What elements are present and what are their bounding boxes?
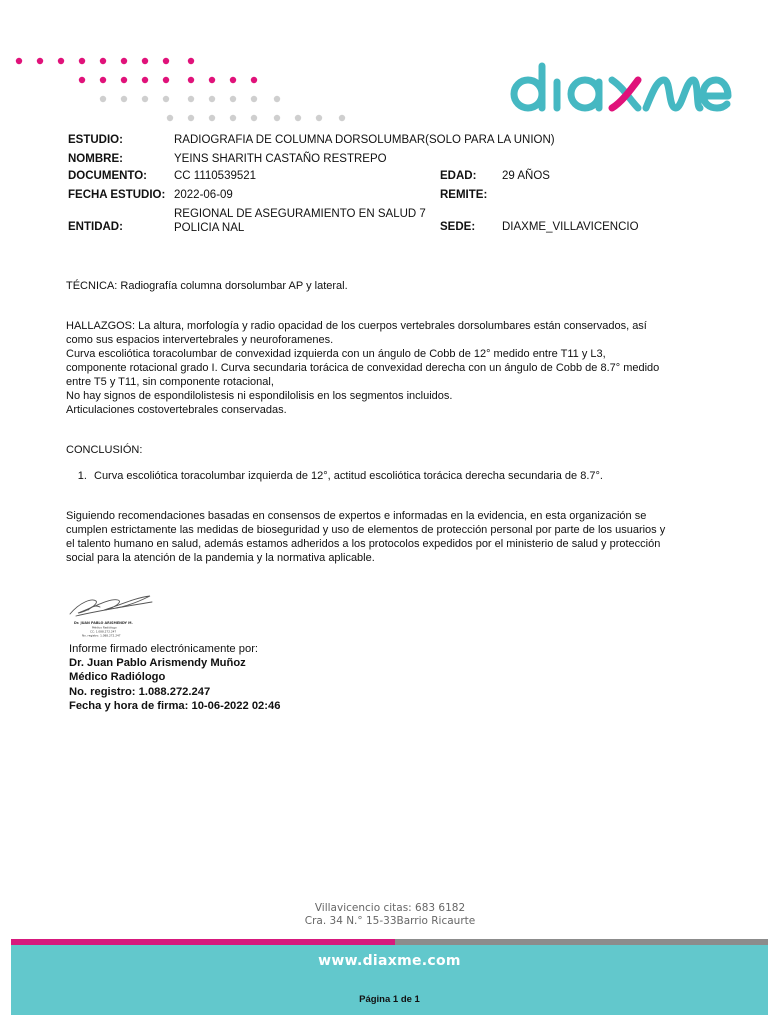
conclusion-list	[66, 470, 690, 482]
tecnica-section	[66, 279, 688, 293]
stamp-role: Médico Radiólogo	[92, 625, 117, 630]
signature-block	[69, 642, 280, 713]
entidad-value-line2: POLICIA NAL	[174, 222, 245, 234]
nombre-value: YEINS SHARITH CASTAÑO RESTREPO	[174, 153, 387, 165]
estudio-value: RADIOGRAFIA DE COLUMNA DORSOLUMBAR(SOLO PARA LA UNION)	[174, 134, 555, 146]
page-number: Página 1 de 1	[359, 994, 420, 1005]
diaxme-logo	[506, 58, 732, 118]
stamp-registro: No. registro: 1.088.272.247	[82, 633, 121, 638]
entidad-value-line1: REGIONAL DE ASEGURAMIENTO EN SALUD 7	[174, 208, 426, 220]
fecha-estudio-label: FECHA ESTUDIO:	[68, 189, 166, 201]
estudio-label: ESTUDIO:	[68, 134, 123, 146]
footer-city-phone: Villavicencio citas: 683 6182	[314, 902, 466, 914]
conclusion-item: 1. Curva escoliótica toracolumbar izquierda de 12°, actitud escoliótica torácica derecha secundaria de 8.7°.	[90, 470, 690, 482]
hallazgos-line: HALLAZGOS: La altura, morfología y radio opacidad de los cuerpos vertebrales dorsolumbares están conservados, así	[66, 320, 647, 332]
hallazgos-line: Curva escoliótica toracolumbar de convexidad izquierda con un ángulo de Cobb de 12° medido entre T11 y L3,	[66, 348, 606, 360]
hallazgos-line: No hay signos de espondilolistesis ni espondilolisis en los segmentos incluidos.	[66, 390, 453, 402]
documento-label: DOCUMENTO:	[68, 170, 148, 182]
decorative-dots	[0, 0, 380, 130]
stamp-name: Dr. JUAN PABLO ARISMENDY M.	[74, 621, 133, 625]
conclusion-heading: CONCLUSIÓN:	[66, 444, 143, 456]
handwritten-signature	[66, 592, 158, 640]
documento-value: CC 1110539521	[174, 170, 257, 182]
footer-street: Cra. 34 N.° 15-33Barrio Ricaurte	[304, 915, 476, 927]
stamp-cc: CC: 1.088.272.247	[90, 629, 117, 634]
website-link[interactable]: www.diaxme.com	[318, 953, 461, 969]
edad-label: EDAD:	[440, 170, 477, 182]
tecnica-text: TÉCNICA: Radiografía columna dorsolumbar AP y lateral.	[66, 280, 348, 292]
sede-label: SEDE:	[440, 221, 476, 233]
doctor-name: Dr. Juan Pablo Arismendy Muñoz	[69, 657, 246, 670]
policy-line: Siguiendo recomendaciones basadas en consensos de expertos e informadas en la evidencia, en esta organización se	[66, 510, 647, 522]
signature-datetime: Fecha y hora de firma: 10-06-2022 02:46	[69, 699, 281, 712]
hallazgos-section	[66, 319, 688, 417]
remite-label: REMITE:	[440, 189, 488, 201]
nombre-label: NOMBRE:	[68, 153, 123, 165]
signed-by-label: Informe firmado electrónicamente por:	[69, 643, 259, 655]
policy-section	[66, 509, 688, 565]
footer-band	[11, 945, 768, 1015]
policy-line: el talento humano en salud, además estamos adheridos a los protocolos expedidos por el ministerio de salud y protección	[66, 538, 661, 550]
hallazgos-line: como sus espacios intervertebrales y neuroforamenes.	[66, 334, 334, 346]
sede-value: DIAXME_VILLAVICENCIO	[502, 221, 639, 233]
entidad-label: ENTIDAD:	[68, 221, 123, 233]
hallazgos-line: componente rotacional grado I. Curva secundaria torácica de convexidad derecha con un ángulo de Cobb de 8.7° medido	[66, 362, 660, 374]
edad-value: 29 AÑOS	[502, 170, 550, 182]
hallazgos-line: Articulaciones costovertebrales conservadas.	[66, 404, 287, 416]
conclusion-heading-wrap	[66, 443, 688, 457]
footer-address	[250, 902, 530, 928]
policy-line: social para la atención de la pandemia y la normativa aplicable.	[66, 552, 375, 564]
doctor-registro: No. registro: 1.088.272.247	[69, 685, 211, 698]
hallazgos-line: entre T5 y T11, sin componente rotacional,	[66, 376, 274, 388]
fecha-estudio-value: 2022-06-09	[174, 189, 233, 201]
policy-line: cumplen estrictamente las medidas de bioseguridad y uso de elementos de protección personal por parte de los usuarios y	[66, 524, 666, 536]
doctor-role: Médico Radiólogo	[69, 671, 166, 684]
